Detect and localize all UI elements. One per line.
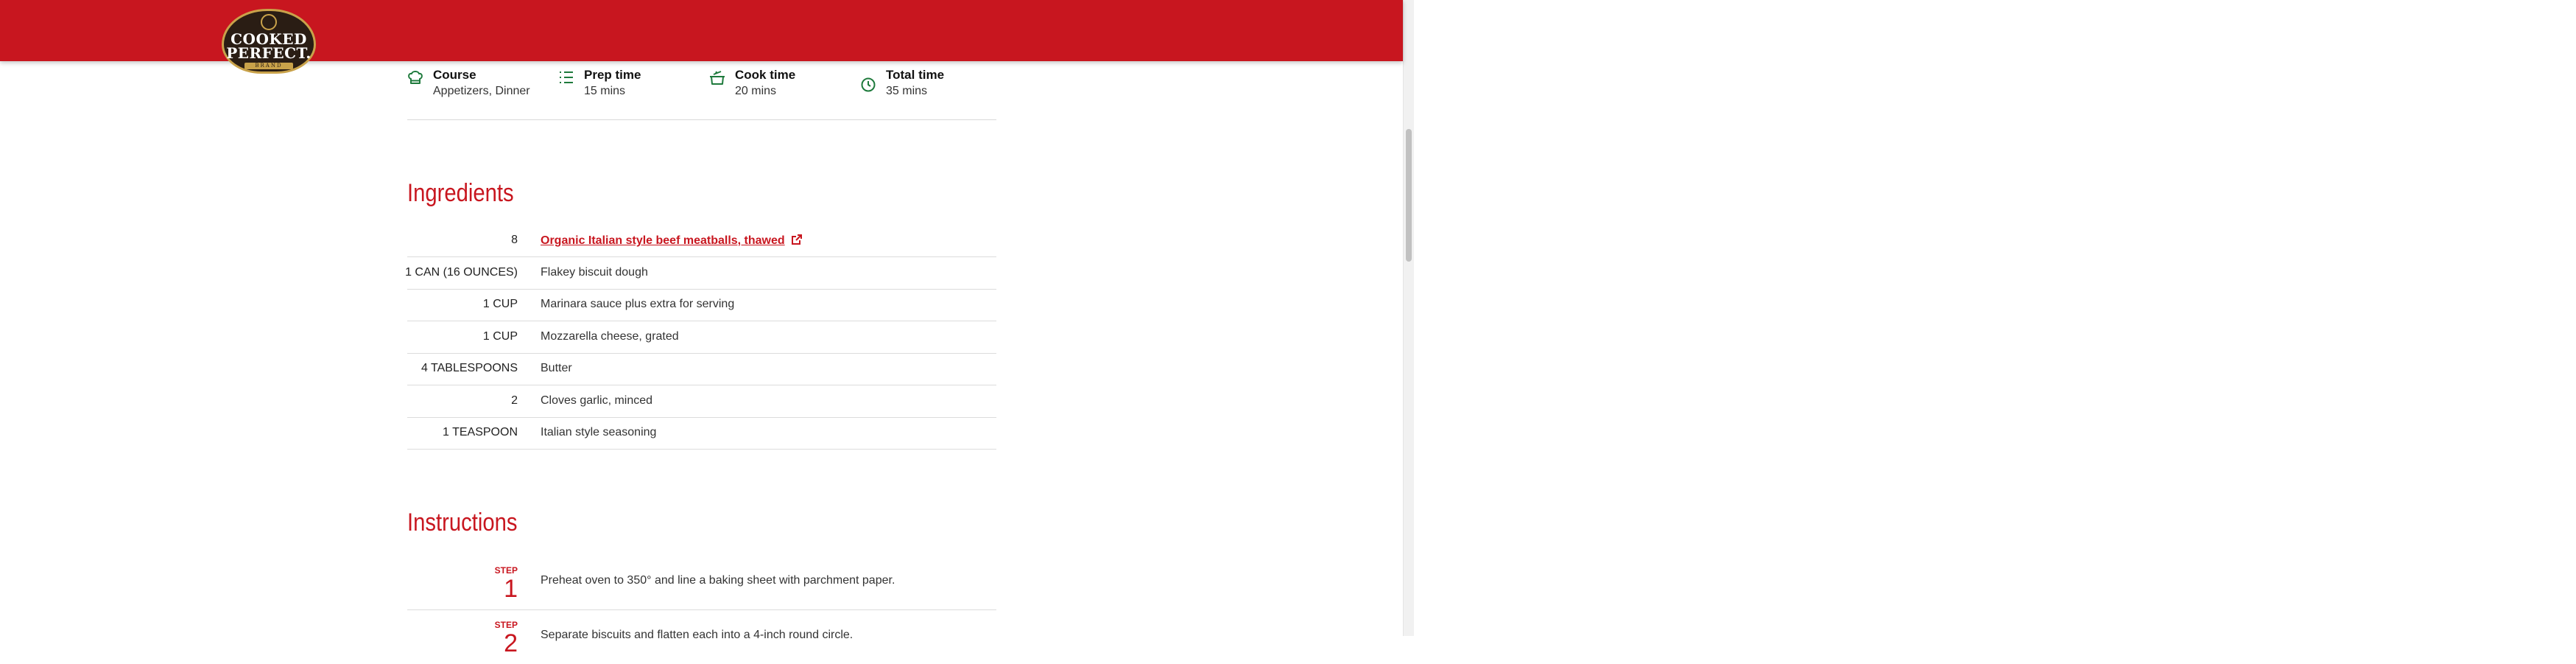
ingredient-row xyxy=(407,289,996,321)
nav-about-us[interactable]: About us xyxy=(2521,18,2576,35)
nav-where-to-buy[interactable]: Where to Buy xyxy=(2399,18,2483,35)
step-text: Separate biscuits and flatten each into a 4-inch round circle. xyxy=(541,629,854,641)
step-label: STEP xyxy=(494,565,518,576)
meta-title: Cook time xyxy=(735,68,796,82)
logo-line-1: COOKED xyxy=(230,30,307,48)
ingredient-name: Marinara sauce plus extra for serving xyxy=(541,298,735,310)
ingredient-qty: 1 CUP xyxy=(482,330,518,343)
meta-title: Total time xyxy=(886,68,945,82)
ingredient-name: Flakey biscuit dough xyxy=(541,266,648,279)
meta-value: 15 mins xyxy=(584,85,626,97)
ingredient-row xyxy=(407,321,996,354)
instructions-heading: Instructions xyxy=(407,509,518,537)
ingredient-name: Cloves garlic, minced xyxy=(541,394,653,407)
ingredient-qty: 8 xyxy=(511,234,518,246)
step-row xyxy=(407,562,996,610)
pot-icon xyxy=(709,69,725,85)
list-icon xyxy=(558,69,574,85)
clock-icon xyxy=(860,77,876,93)
ingredient-row xyxy=(407,257,996,290)
ingredient-name: Mozzarella cheese, grated xyxy=(541,330,679,343)
step-row xyxy=(407,616,996,664)
nav-products[interactable]: Products xyxy=(2211,18,2266,35)
ingredient-link-wrap xyxy=(541,234,803,248)
monogram-icon xyxy=(261,14,277,30)
step-label: STEP xyxy=(494,620,518,630)
nav-recipes[interactable]: Recipes xyxy=(2308,18,2359,35)
ingredients-heading: Ingredients xyxy=(407,179,514,207)
site-header xyxy=(0,0,2576,69)
meta-divider xyxy=(407,119,996,120)
ingredient-name: Italian style seasoning xyxy=(541,426,657,438)
ingredient-row xyxy=(407,385,996,418)
scrollbar-thumb[interactable] xyxy=(1406,129,1412,262)
ingredient-row xyxy=(407,417,996,450)
nav-active-underline xyxy=(2304,46,2359,47)
meta-value: 20 mins xyxy=(735,85,777,97)
ingredient-qty: 4 TABLESPOONS xyxy=(420,362,518,374)
logo-line-2: PERFECT. xyxy=(226,44,312,62)
brand-logo[interactable] xyxy=(222,9,316,74)
ingredient-row xyxy=(407,225,996,257)
step-number: 2 xyxy=(504,629,518,657)
chef-hat-icon xyxy=(407,69,423,85)
step-number: 1 xyxy=(504,575,518,603)
meta-value: 35 mins xyxy=(886,85,928,97)
logo-line-3: BRAND xyxy=(244,63,293,69)
ingredient-name: Butter xyxy=(541,362,572,374)
step-text: Preheat oven to 350° and line a baking sheet with parchment paper. xyxy=(541,574,895,587)
external-link-icon[interactable] xyxy=(791,234,803,245)
scrollbar[interactable] xyxy=(1403,0,1414,636)
ingredient-qty: 1 TEASPOON xyxy=(443,426,518,438)
meta-title: Prep time xyxy=(584,68,641,82)
ingredient-qty: 1 CUP xyxy=(482,298,518,310)
ingredient-qty: 2 xyxy=(511,394,518,407)
meta-title: Course xyxy=(433,68,476,82)
ingredient-row xyxy=(407,353,996,385)
meta-value: Appetizers, Dinner xyxy=(433,85,530,97)
ingredient-link[interactable]: Organic Italian style beef meatballs, thawed xyxy=(541,234,785,247)
ingredient-qty: 1 CAN (16 OUNCES) xyxy=(405,266,518,279)
nav-home[interactable]: Home xyxy=(2133,18,2171,35)
